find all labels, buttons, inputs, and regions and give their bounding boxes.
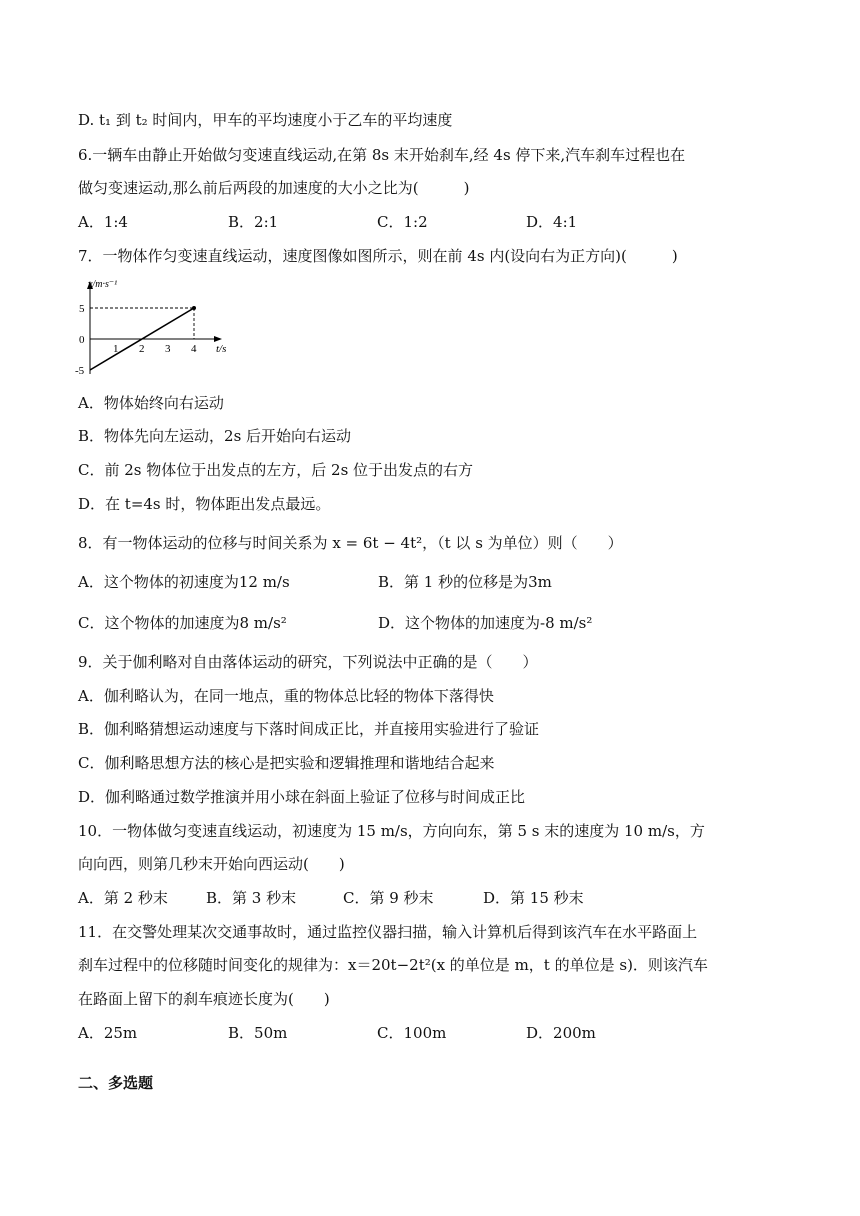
- q11-options: [78, 1023, 778, 1043]
- q5-option-d: D. t₁ 到 t₂ 时间内，甲车的平均速度小于乙车的平均速度: [78, 111, 453, 129]
- q6-stem-line1: 6.一辆车由静止开始做匀变速直线运动,在第 8s 末开始刹车,经 4s 停下来,汽车刹车过程也在: [78, 146, 686, 164]
- y-axis-label: v/m·s⁻¹: [88, 279, 118, 290]
- x-tick-label: 2: [139, 343, 145, 355]
- q7-option-d: D．在 t=4s 时，物体距出发点最远。: [78, 495, 331, 513]
- q11-option-c: C．100m: [377, 1024, 447, 1042]
- q7-option-c: C．前 2s 物体位于出发点的左方，后 2s 位于出发点的右方: [78, 461, 474, 479]
- y-tick-label: 5: [79, 303, 85, 315]
- x-axis-arrow: [214, 336, 222, 342]
- q8-options-row1: [78, 572, 778, 592]
- q7-option-a: A．物体始终向右运动: [78, 394, 224, 412]
- q6-option-a: A．1:4: [78, 213, 128, 231]
- x-tick-label: 4: [191, 343, 197, 355]
- section-title-multiple-choice: 二、多选题: [78, 1074, 154, 1092]
- q9-stem: 9．关于伽利略对自由落体运动的研究，下列说法中正确的是（ ）: [78, 653, 538, 671]
- q11-option-b: B．50m: [228, 1024, 288, 1042]
- q6-option-b: B．2:1: [228, 213, 279, 231]
- velocity-time-graph: [75, 278, 258, 380]
- q6-option-d: D．4:1: [526, 213, 578, 231]
- q10-stem-line2: 向向西，则第几秒末开始向西运动( ): [78, 855, 345, 873]
- q7-stem: 7．一物体作匀变速直线运动，速度图像如图所示，则在前 4s 内(设向右为正方向)( ): [78, 247, 678, 265]
- y-tick-label: 0: [79, 334, 85, 346]
- q8-option-a: A．这个物体的初速度为12 m/s: [78, 573, 290, 591]
- q11-option-d: D．200m: [526, 1024, 596, 1042]
- q10-stem-line1: 10．一物体做匀变速直线运动，初速度为 15 m/s，方向向东，第 5 s 末的速度为 10 m/s，方: [78, 822, 705, 840]
- q8-options-row2: [78, 613, 778, 633]
- q11-stem-line2: 刹车过程中的位移随时间变化的规律为：x＝20t−2t²(x 的单位是 m，t 的单位是 s)．则该汽车: [78, 956, 708, 974]
- q9-option-b: B．伽利略猜想运动速度与下落时间成正比，并直接用实验进行了验证: [78, 720, 540, 738]
- q6-option-c: C．1:2: [377, 213, 428, 231]
- q6-stem-line2: 做匀变速运动,那么前后两段的加速度的大小之比为( ): [78, 179, 470, 197]
- q10-option-d: D．第 15 秒末: [483, 889, 584, 907]
- q7-option-b: B．物体先向左运动，2s 后开始向右运动: [78, 427, 352, 445]
- q8-option-b: B．第 1 秒的位移是为3m: [378, 573, 552, 591]
- y-tick-label: -5: [75, 365, 85, 377]
- x-axis-label: t/s: [216, 343, 227, 355]
- q8-option-c: C．这个物体的加速度为8 m/s²: [78, 614, 287, 632]
- q11-option-a: A．25m: [78, 1024, 138, 1042]
- q10-option-c: C．第 9 秒末: [343, 889, 434, 907]
- q11-stem-line3: 在路面上留下的刹车痕迹长度为( ): [78, 990, 330, 1008]
- q8-option-d: D．这个物体的加速度为-8 m/s²: [378, 614, 593, 632]
- q6-options: [78, 212, 778, 232]
- q8-stem: 8．有一物体运动的位移与时间关系为 x = 6t − 4t²，（t 以 s 为单位）则（ ）: [78, 534, 623, 552]
- q9-option-a: A．伽利略认为，在同一地点，重的物体总比轻的物体下落得快: [78, 687, 494, 705]
- q9-option-c: C．伽利略思想方法的核心是把实验和逻辑推理和谐地结合起来: [78, 754, 495, 772]
- q11-stem-line1: 11．在交警处理某次交通事故时，通过监控仪器扫描，输入计算机后得到该汽车在水平路面上: [78, 923, 698, 941]
- data-point: [192, 306, 196, 310]
- x-tick-label: 3: [165, 343, 171, 355]
- q10-options: [78, 888, 778, 908]
- x-tick-label: 1: [113, 343, 119, 355]
- q10-option-b: B．第 3 秒末: [206, 889, 297, 907]
- q10-option-a: A．第 2 秒末: [78, 889, 168, 907]
- q9-option-d: D．伽利略通过数学推演并用小球在斜面上验证了位移与时间成正比: [78, 788, 526, 806]
